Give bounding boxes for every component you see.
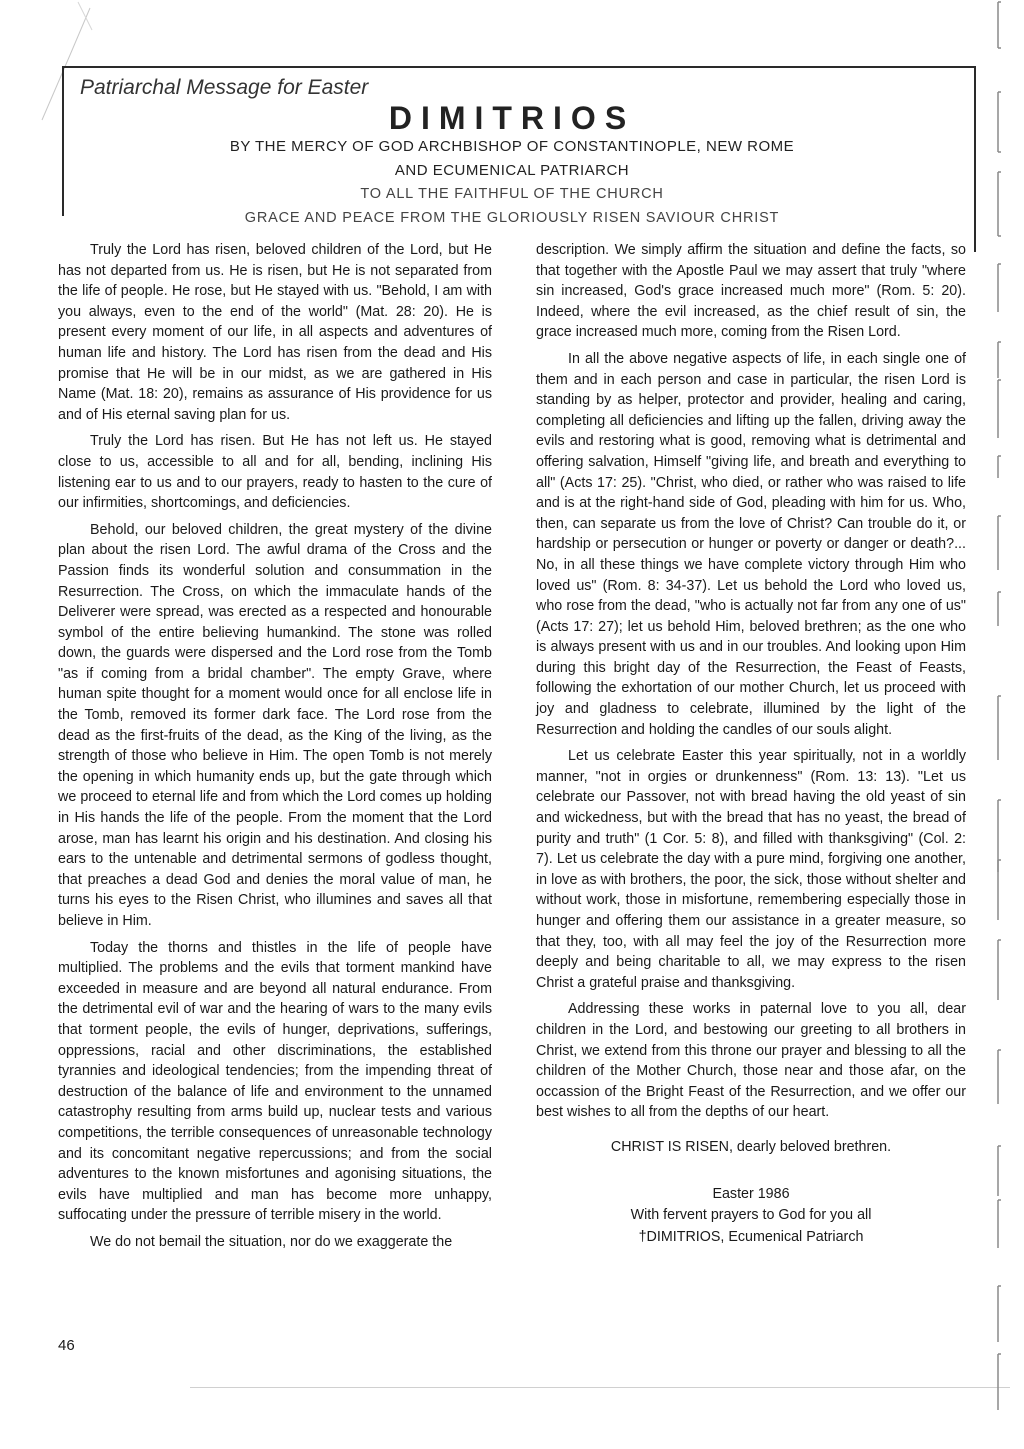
title-line-3: TO ALL THE FAITHFUL OF THE CHURCH [360, 186, 664, 202]
title-line-1: BY THE MERCY OF GOD ARCHBISHOP OF CONSTANTINOPLE, NEW ROME [229, 138, 795, 155]
left-column [58, 240, 492, 1259]
bottom-scan-rule [190, 1387, 1010, 1388]
prayer-line: With fervent prayers to God for you all [630, 1207, 872, 1224]
title-line-4: GRACE AND PEACE FROM THE GLORIOUSLY RISEN SAVIOUR CHRIST [244, 210, 780, 226]
signature-line: †DIMITRIOS, Ecumenical Patriarch [638, 1228, 864, 1245]
paragraph: We do not bemail the situation, nor do we exaggerate the [90, 1233, 453, 1250]
paragraph: Today the thorns and thistles in the life of people have multiplied. The problems and the evils that torment mankind have exceeded in measure and are beyond all natural endurance. From the detrimental evil of war and the hearing of wars to the many evils that torment people, the evils of hunger, deprivations, sufferings, oppressions, racial and other discriminations, the established tyrannies and ideological tendencies; from the impending threat of destruction of the balance of life and environment to the unnamed catastrophy resulting from arms build up, nuclear tests and various competitions, the terrible consequences of unreasonable technology and its concomitant negative repercussions; and from the social adventures to the known misfortunes and agonising situations, the evils have multiplied and man has become more unhappy, suffocating under the pressure of terrible misery in the world. [58, 939, 492, 1224]
paragraph: Truly the Lord has risen, beloved children of the Lord, but He has not departed from us. He is risen, but He is not separated from the life of people. He rose, but He stayed with us. "Behold, I am with you always, even to the end of the world" (Mat. 28: 20). He is present every moment of our life, in all aspects and adventures of human life and history. The Lord has risen from the dead and His promise that He will be in our midst, as we are gathered in His Name (Mat. 18: 20), remains as assurance of His providence for us and of His eternal saving plan for us. [58, 242, 492, 423]
title-line-2: AND ECUMENICAL PATRIARCH [394, 162, 630, 179]
signature-block [536, 1184, 966, 1249]
paragraph: Behold, our beloved children, the great mystery of the divine plan about the risen Lord. The awful drama of the Cross and the Passion finds its wonderful solution and consummation in the Resurrection. The Cross, on which the immaculate hands of the Deliverer were spread, was erected as a respected and honourable symbol of the entire believing humankind. The stone was rolled down, the guards were dispersed and the Lord rose from the Tomb "as if coming from a bridal chamber". The empty Grave, where human spite thought for a moment would once for all enclose life in the Tomb, removed its former dark face. The Lord rose from the dead as the first-fruits of the dead, as the King of the living, as the strength of those who believe in Him. The open Tomb is not merely the opening in which humanity ends up, but the gate through which we proceed to eternal life and from which the Lord comes up holding in His hands the life of the people. From the moment that the Lord arose, man has learnt his origin and his destination. And closing his ears to the untenable and detrimental sermons of godless thought, that preaches a dead God and denies the moral value of man, he turns his eyes to the Risen Christ, who illumines and saves all that believe in Him. [58, 521, 492, 929]
paragraph: Let us celebrate Easter this year spiritually, not in a worldly manner, "not in orgies or drunkenness" (Rom. 13: 13). "Let us celebrate our Passover, not with bread having the old yeast of sin and wickedness, but with the bread that has no yeast, the bread of purity and truth" (1 Cor. 5: 8), and filled with thanksgiving" (Col. 2: 7). Let us celebrate the day with a pure mind, forgiving one another, in love as with brothers, the poor, the sick, those without shelter and without work, those in misfortune, remembering especially those in hunger and offering them our assistance in a greater measure, so that they, too, with all may feel the joy of the Resurrection more deeply and being charitable to all, we may express to the risen Christ a grateful praise and thanksgiving. [536, 748, 966, 991]
date-line: Easter 1986 [712, 1185, 790, 1202]
paragraph: Addressing these works in paternal love to you all, dear children in the Lord, and bestowing our greeting to all brothers in Christ, we extend from this throne our prayer and blessing to all the children of the Mother Church, those near and those afar, on the occassion of the Bright Feast of the Resurrection, and we offer our best wishes to all from the depths of our heart. [536, 1001, 966, 1121]
page-number: 46 [58, 1337, 75, 1354]
header-frame-top [62, 66, 976, 68]
paragraph: Truly the Lord has risen. But He has not left us. He stayed close to us, accessible to all and for all, bending, inclining His listening ear to us and to our prayers, ready to hasten to the cure of our infirmities, shortcomings, and deficiencies. [58, 433, 492, 512]
section-label: Patriarchal Message for Easter [80, 76, 369, 99]
paragraph: In all the above negative aspects of life, in each single one of them and in each person and case in particular, the risen Lord is standing by as helper, protector and provider, healing and caring, completing all deficiencies and lifting up the fallen, driving away the evils and restoring what is good, removing what is detrimental and offering salvation, Himself "giving life, and breath and everything to all" (Acts 17: 25). "Christ, who died, or rather who was raised to life and is at the right-hand side of God, pleading with him for us. Who, then, can separate us from the love of Christ? Can trouble do it, or hardship or persecution or hunger or poverty or danger or death?... No, in all these things we have complete victory through Him who loved us" (Rom. 8: 34-37). Let us behold the Lord who loved us, who rose from the dead, "who is actually not far from any one of us" (Acts 17: 27); let us behold Him, beloved brethren; as the one who is always present with us and in our troubles. And looking upon Him during this bright day of the Resurrection, the Feast of Feasts, following the exhortation of our mother Church, let us proceed with joy and gladness to celebrate, illumined by the light of the Resurrection and holding the candles of our souls alight. [536, 350, 966, 738]
paragraph: description. We simply affirm the situation and define the facts, so that together with the Apostle Paul we may assert that truly "where sin increased, God's grace increased much more" (Rom. 5: 20). Indeed, where the evil increased, as the chief result of sin, the grace increased much more, coming from the Risen Lord. [536, 242, 966, 341]
right-column [536, 240, 966, 1248]
binding-edge-marks [992, 0, 1014, 1449]
closing-line: CHRIST IS RISEN, dearly beloved brethren. [610, 1138, 892, 1155]
author-name: DIMITRIOS [388, 100, 636, 136]
